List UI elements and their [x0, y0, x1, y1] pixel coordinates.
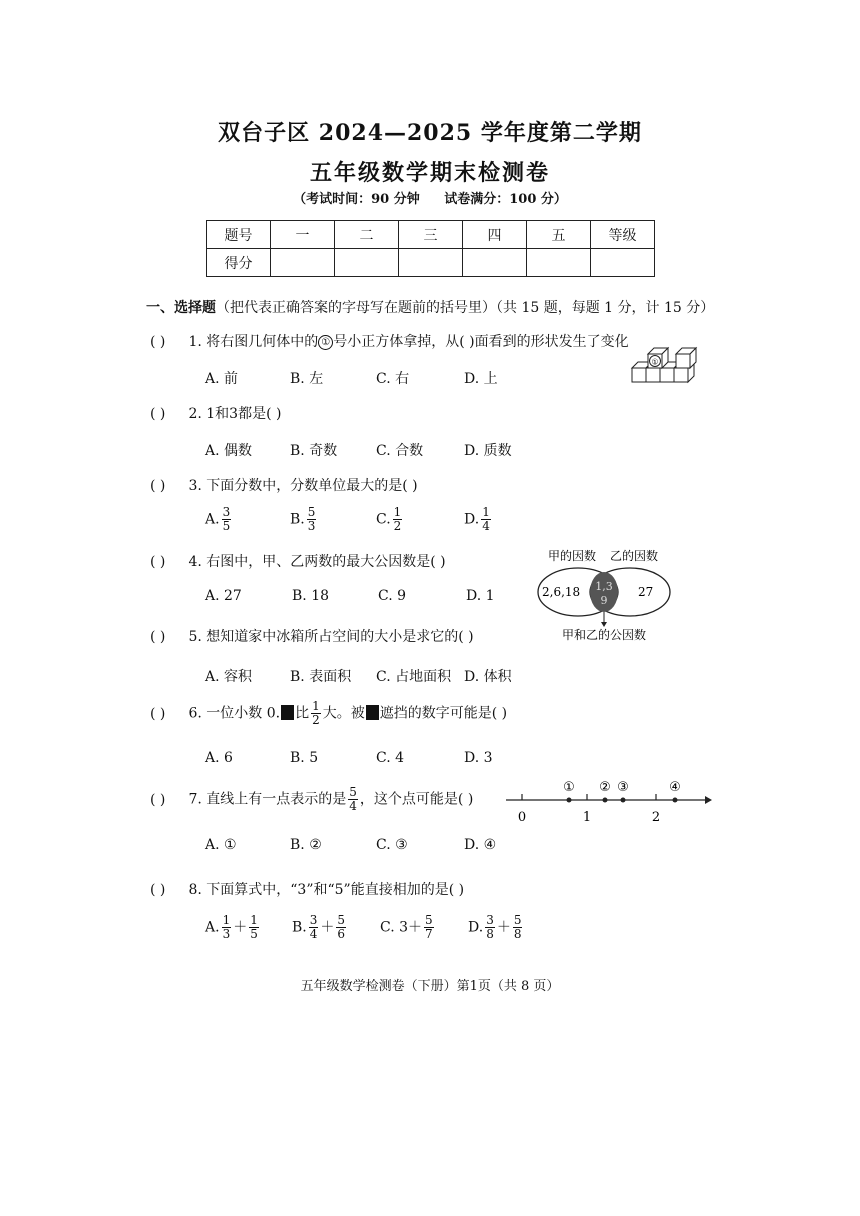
denominator: 5 — [222, 519, 231, 533]
fraction — [222, 506, 232, 533]
denominator: 4 — [349, 799, 357, 813]
numerator: 1 — [482, 505, 490, 519]
denominator: 7 — [425, 927, 433, 941]
number-line — [500, 776, 715, 826]
venn-common-values-2: 9 — [600, 594, 608, 607]
option-d[interactable]: D. 3 — [464, 750, 493, 766]
question-text: 号小正方体拿掉，从( )面看到的形状发生了变化 — [333, 334, 629, 350]
denominator: 2 — [393, 519, 402, 533]
option-label: A. — [205, 919, 220, 936]
option-label: A. — [205, 511, 220, 528]
denominator: 5 — [250, 927, 258, 941]
fraction — [424, 914, 434, 941]
hidden-digit-block — [366, 705, 379, 720]
option-c[interactable]: C. 9 — [378, 588, 407, 604]
point-4 — [673, 798, 678, 803]
option-d[interactable]: D. 上 — [464, 371, 498, 387]
denominator: 4 — [482, 519, 490, 533]
venn-pointer-arrow — [601, 622, 607, 627]
plus-sign: ＋ — [320, 919, 335, 936]
fraction — [249, 914, 259, 941]
options-q2 — [0, 440, 600, 460]
options-q4 — [0, 588, 520, 608]
numerator: 5 — [337, 913, 346, 927]
answer-paren[interactable]: ( ) — [150, 791, 166, 808]
score-table-cell: 二 — [335, 221, 399, 249]
score-table-cell: 四 — [463, 221, 527, 249]
option-b[interactable]: B. 18 — [292, 588, 330, 604]
answer-paren[interactable]: ( ) — [150, 629, 166, 645]
option-b[interactable] — [292, 914, 348, 941]
score-cell-empty[interactable] — [335, 249, 399, 277]
score-table-cell: 一 — [271, 221, 335, 249]
option-a[interactable]: A. ① — [205, 837, 237, 853]
fraction — [309, 914, 319, 941]
venn-common-values: 1,3 — [595, 580, 613, 593]
answer-paren[interactable]: ( ) — [150, 478, 166, 494]
option-b[interactable]: B. 5 — [290, 750, 319, 766]
option-b[interactable]: B. ② — [290, 837, 322, 853]
question-text: 7. 直线上有一点表示的是 — [188, 791, 347, 808]
exam-title-line2: 五年级数学期末检测卷 — [309, 160, 550, 186]
option-a[interactable] — [205, 506, 233, 533]
point-3 — [621, 798, 626, 803]
tick-label-1: 1 — [582, 810, 592, 825]
fraction — [481, 506, 491, 533]
point-label-2: ② — [599, 780, 611, 795]
score-table-cell: 三 — [399, 221, 463, 249]
option-b[interactable]: B. 表面积 — [290, 669, 352, 685]
question-3 — [150, 475, 418, 495]
section-title — [146, 297, 714, 317]
fraction — [348, 786, 358, 813]
score-table — [206, 220, 655, 277]
answer-paren[interactable]: ( ) — [150, 554, 166, 570]
option-label: B. — [290, 511, 305, 528]
fraction — [222, 914, 232, 941]
options-q5 — [0, 666, 600, 686]
tick-label-2: 2 — [651, 810, 661, 825]
options-q8 — [0, 914, 600, 948]
question-8 — [150, 879, 464, 899]
denominator: 3 — [307, 519, 316, 533]
denominator: 8 — [486, 927, 494, 941]
numerator: 1 — [393, 505, 402, 519]
answer-paren[interactable]: ( ) — [150, 406, 166, 422]
question-text: 6. 一位小数 0. — [188, 705, 281, 722]
question-text: 比 — [295, 705, 310, 722]
question-text: 4. 右图中，甲、乙两数的最大公因数是( ) — [188, 554, 446, 570]
option-label: D. — [464, 511, 480, 528]
answer-paren[interactable]: ( ) — [150, 882, 166, 898]
exam-info — [0, 188, 860, 207]
point-label-3: ③ — [617, 780, 629, 795]
question-text: 3. 下面分数中，分数单位最大的是( ) — [188, 478, 418, 494]
denominator: 4 — [309, 927, 318, 941]
fraction — [307, 506, 317, 533]
number-line-arrow — [705, 796, 712, 804]
option-a[interactable] — [205, 914, 261, 941]
tick-label-0: 0 — [517, 810, 527, 825]
answer-paren[interactable]: ( ) — [150, 705, 166, 722]
option-c[interactable]: C. 占地面积 — [376, 669, 452, 685]
score-table-cell: 题号 — [207, 221, 271, 249]
option-label: B. — [292, 919, 307, 936]
question-text: ，这个点可能是( ) — [359, 791, 474, 808]
option-d[interactable] — [468, 914, 524, 941]
exam-full-score: 试卷满分：100 分） — [444, 192, 567, 207]
page-footer: 五年级数学检测卷（下册）第1页（共 8 页） — [300, 979, 560, 994]
numerator: 3 — [309, 913, 318, 927]
option-d[interactable]: D. ④ — [464, 837, 497, 853]
venn-left-values: 2,6,18 — [542, 585, 581, 599]
option-d[interactable]: D. 1 — [466, 588, 495, 604]
denominator: 8 — [513, 927, 522, 941]
options-q3 — [0, 506, 600, 536]
options-q1 — [0, 368, 600, 388]
answer-paren[interactable]: ( ) — [150, 334, 166, 350]
point-1 — [567, 798, 572, 803]
option-c[interactable] — [380, 914, 436, 941]
numerator: 3 — [486, 913, 494, 927]
score-cell-empty[interactable] — [463, 249, 527, 277]
question-2 — [150, 403, 281, 423]
numerator: 1 — [312, 699, 320, 713]
numerator: 3 — [222, 505, 231, 519]
option-c[interactable]: C. 合数 — [376, 443, 424, 459]
option-a[interactable]: A. 偶数 — [205, 443, 253, 459]
circled-number: ① — [318, 335, 333, 350]
point-label-4: ④ — [669, 780, 681, 795]
question-text: 2. 1和3都是( ) — [188, 406, 282, 422]
option-d[interactable]: D. 体积 — [464, 669, 512, 685]
option-a[interactable]: A. 前 — [205, 371, 239, 387]
score-table-cell: 五 — [527, 221, 591, 249]
question-text: 5. 想知道家中冰箱所占空间的大小是求它的( ) — [188, 629, 474, 645]
numerator: 1 — [222, 913, 231, 927]
options-q6 — [0, 750, 600, 770]
plus-sign: ＋ — [496, 919, 511, 936]
score-table-cell: 等级 — [591, 221, 655, 249]
option-a[interactable]: A. 6 — [205, 750, 233, 766]
option-b[interactable] — [290, 506, 318, 533]
exam-time: （考试时间：90 分钟 — [293, 192, 420, 207]
question-6 — [150, 700, 507, 727]
point-label-1: ① — [563, 780, 575, 795]
denominator: 3 — [222, 927, 231, 941]
score-cell-empty[interactable] — [591, 249, 655, 277]
option-d[interactable] — [464, 506, 493, 533]
numerator: 5 — [307, 505, 316, 519]
option-label: C. — [376, 511, 391, 528]
score-cell-empty[interactable] — [271, 249, 335, 277]
fraction — [311, 700, 321, 727]
plus-sign: ＋ — [233, 919, 248, 936]
cube-figure — [628, 346, 700, 388]
numerator: 5 — [513, 913, 522, 927]
denominator: 2 — [312, 713, 320, 727]
option-label: D. — [468, 919, 484, 936]
fraction — [393, 506, 403, 533]
point-2 — [603, 798, 608, 803]
fraction — [485, 914, 495, 941]
section-instructions: （把代表正确答案的字母写在题前的括号里）（共 15 题，每题 1 分，计 15 分） — [216, 300, 715, 316]
option-b[interactable]: B. 左 — [290, 371, 324, 387]
option-c[interactable] — [376, 506, 404, 533]
score-cell-empty[interactable] — [399, 249, 463, 277]
score-table-cell: 得分 — [207, 249, 271, 277]
exam-title-line1: 双台子区 2024—2025 学年度第二学期 — [218, 120, 642, 146]
venn-diagram — [530, 544, 678, 644]
question-1 — [150, 331, 629, 351]
venn-bottom-label: 甲和乙的公因数 — [562, 628, 647, 642]
venn-right-title: 乙的因数 — [610, 549, 659, 563]
hidden-digit-block — [281, 705, 294, 720]
numerator: 5 — [425, 913, 433, 927]
option-c[interactable]: C. 右 — [376, 371, 410, 387]
venn-right-values: 27 — [638, 585, 654, 599]
option-label: C. 3＋ — [380, 919, 423, 936]
numerator: 5 — [349, 785, 357, 799]
option-b[interactable]: B. 奇数 — [290, 443, 338, 459]
option-d[interactable]: D. 质数 — [464, 443, 512, 459]
option-c[interactable]: C. 4 — [376, 750, 405, 766]
fraction — [336, 914, 346, 941]
question-text: 大。被 — [322, 705, 365, 722]
question-text: 遮挡的数字可能是( ) — [379, 705, 508, 722]
score-cell-empty[interactable] — [527, 249, 591, 277]
question-5 — [150, 626, 474, 646]
option-a[interactable]: A. 容积 — [205, 669, 253, 685]
score-table-header-row — [207, 221, 655, 249]
score-table-score-row — [207, 249, 655, 277]
question-4 — [150, 551, 446, 571]
denominator: 6 — [337, 927, 346, 941]
option-c[interactable]: C. ③ — [376, 837, 408, 853]
options-q7 — [0, 837, 600, 857]
numerator: 1 — [250, 913, 258, 927]
venn-left-title: 甲的因数 — [548, 549, 597, 563]
question-text: 8. 下面算式中，“3”和“5”能直接相加的是( ) — [188, 882, 465, 898]
option-a[interactable]: A. 27 — [205, 588, 242, 604]
section-heading: 一、选择题 — [146, 300, 216, 316]
question-7 — [150, 786, 473, 813]
fraction — [513, 914, 523, 941]
cube-marker-label: ① — [651, 357, 659, 367]
question-text: 1. 将右图几何体中的 — [188, 334, 319, 350]
